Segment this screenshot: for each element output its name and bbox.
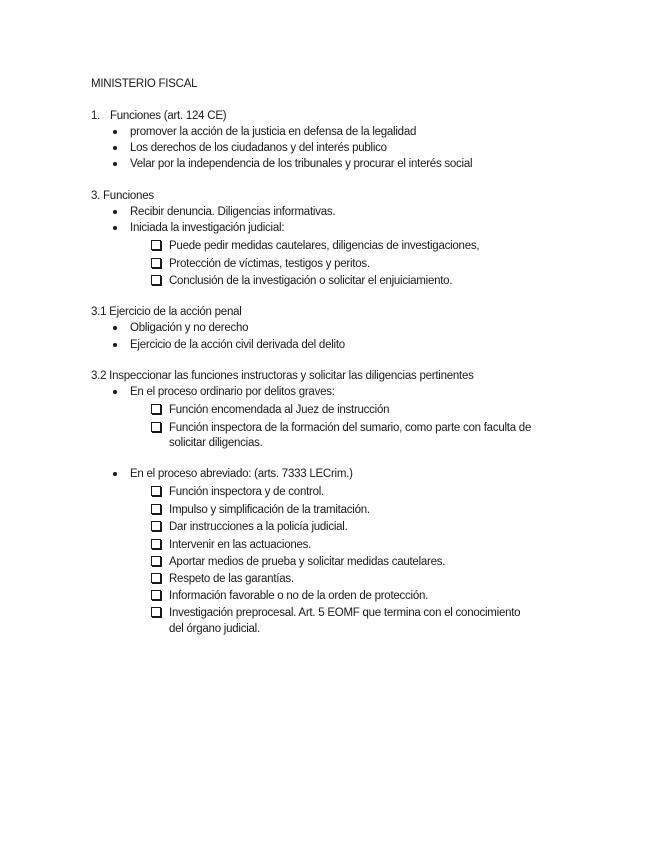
section-1-number: 1. (91, 110, 101, 122)
sub-list-item: Protección de víctimas, testigos y peritos. (169, 258, 370, 270)
sub-list-item: Información favorable o no de la orden de protección. (169, 590, 429, 602)
sub-list-item: Función inspectora de la formación del sumario, como parte con faculta de (169, 422, 532, 434)
section-1-heading: Funciones (art. 124 CE) (110, 110, 227, 122)
sub-list-item: Impulso y simplificación de la tramitación. (169, 504, 370, 516)
checkbox-bullet-icon (151, 607, 161, 617)
checkbox-bullet-icon (151, 422, 161, 432)
bullet-icon (113, 343, 117, 347)
sub-list-item-continuation: del órgano judicial. (169, 623, 260, 635)
bullet-icon (113, 162, 117, 166)
sub-list-item: Dar instrucciones a la policía judicial. (169, 521, 348, 533)
sub-list-item: Puede pedir medidas cautelares, diligencias de investigaciones, (169, 240, 480, 252)
sub-list-item: Función inspectora y de control. (169, 486, 325, 498)
checkbox-bullet-icon (151, 539, 161, 549)
list-item: Velar por la independencia de los tribunales y procurar el interés social (130, 158, 473, 170)
list-item: En el proceso ordinario por delitos graves: (130, 386, 335, 398)
checkbox-bullet-icon (151, 521, 161, 531)
bullet-icon (113, 130, 117, 134)
list-item: Iniciada la investigación judicial: (130, 222, 285, 234)
section-3-1-heading: 3.1 Ejercicio de la acción penal (91, 306, 242, 318)
bullet-icon (113, 390, 117, 394)
sub-list-item: Conclusión de la investigación o solicitar el enjuiciamiento. (169, 275, 453, 287)
bullet-icon (113, 226, 117, 230)
section-3-heading: 3. Funciones (91, 190, 154, 202)
checkbox-bullet-icon (151, 573, 161, 583)
bullet-icon (113, 472, 117, 476)
sub-list-item: Investigación preprocesal. Art. 5 EOMF que termina con el conocimiento (169, 607, 521, 619)
checkbox-bullet-icon (151, 258, 161, 268)
bullet-icon (113, 146, 117, 150)
checkbox-bullet-icon (151, 504, 161, 514)
sub-list-item: Aportar medios de prueba y solicitar medidas cautelares. (169, 556, 446, 568)
list-item: Ejercicio de la acción civil derivada del delito (130, 339, 345, 351)
list-item: En el proceso abreviado: (arts. 7333 LECrim.) (130, 468, 353, 480)
bullet-icon (113, 210, 117, 214)
sub-list-item: Intervenir en las actuaciones. (169, 539, 312, 551)
checkbox-bullet-icon (151, 486, 161, 496)
list-item: promover la acción de la justicia en defensa de la legalidad (130, 126, 417, 138)
sub-list-item: Respeto de las garantías. (169, 573, 294, 585)
list-item: Obligación y no derecho (130, 322, 249, 334)
checkbox-bullet-icon (151, 275, 161, 285)
document-title: MINISTERIO FISCAL (91, 78, 198, 90)
sub-list-item: Función encomendada al Juez de instrucción (169, 404, 390, 416)
checkbox-bullet-icon (151, 590, 161, 600)
checkbox-bullet-icon (151, 240, 161, 250)
bullet-icon (113, 326, 117, 330)
checkbox-bullet-icon (151, 556, 161, 566)
list-item: Recibir denuncia. Diligencias informativas. (130, 206, 336, 218)
section-3-2-heading: 3.2 Inspeccionar las funciones instructoras y solicitar las diligencias pertinentes (91, 370, 474, 382)
checkbox-bullet-icon (151, 404, 161, 414)
sub-list-item-continuation: solicitar diligencias. (169, 437, 263, 449)
list-item: Los derechos de los ciudadanos y del interés publico (130, 142, 387, 154)
